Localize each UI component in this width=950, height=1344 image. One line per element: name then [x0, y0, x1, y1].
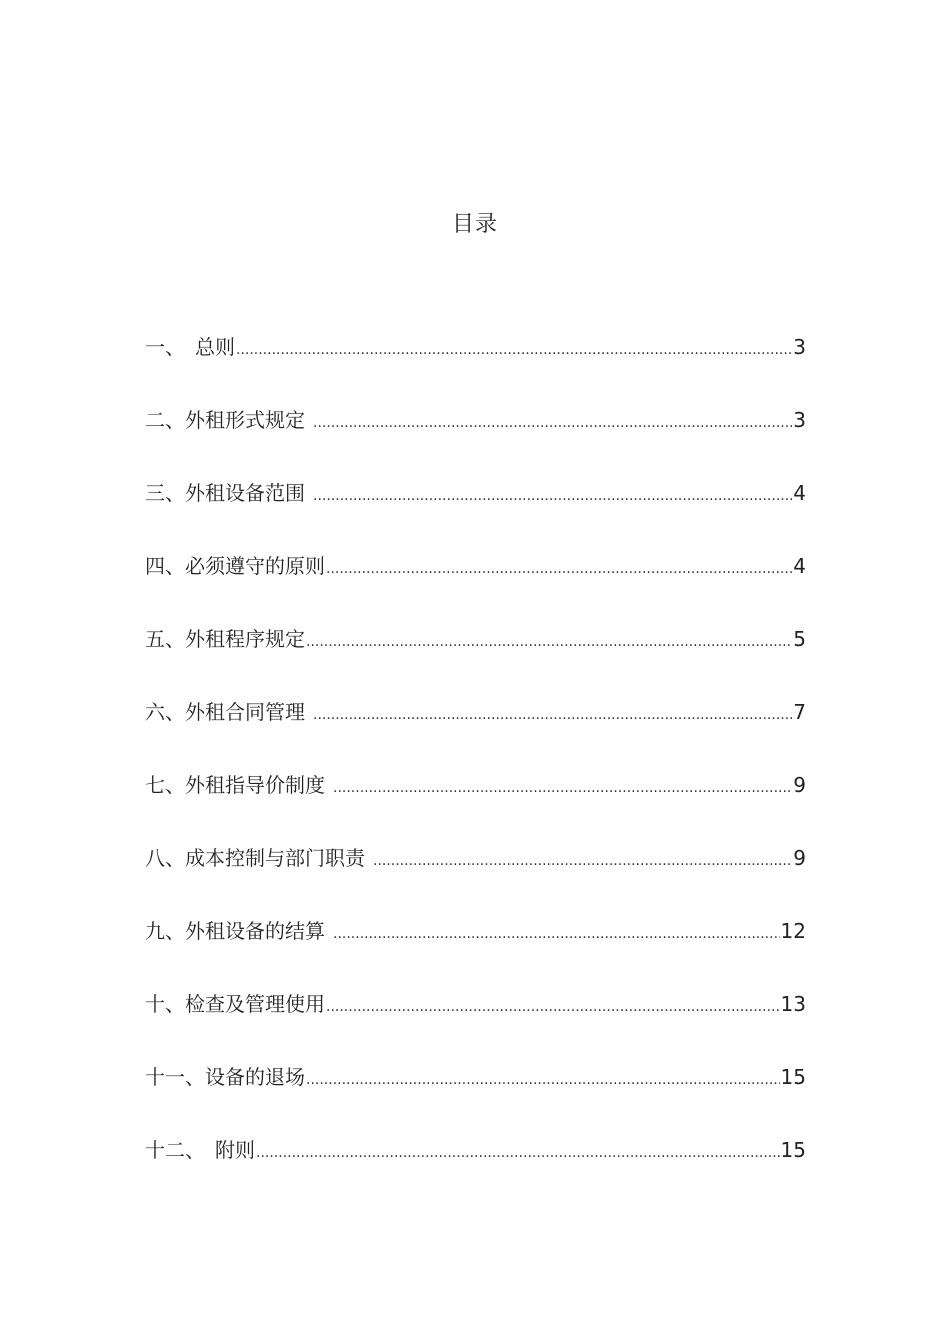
toc-entry-title: 外租程序规定: [185, 627, 305, 651]
toc-entry-number: 八、: [145, 846, 185, 870]
toc-entry-number: 六、: [145, 700, 185, 724]
toc-entry[interactable]: [145, 402, 806, 475]
toc-entry[interactable]: [145, 621, 806, 694]
toc-leader-dots: [236, 332, 792, 368]
toc-entry-page: 12: [780, 919, 806, 943]
toc-leader-dots: [333, 770, 792, 806]
toc-entry-title: 必须遵守的原则: [185, 554, 325, 578]
toc-leader-dots: [306, 1062, 780, 1098]
toc-entry-title: 外租形式规定: [185, 408, 305, 432]
toc-entry-page: 5: [793, 627, 806, 651]
toc-leader-dots: [326, 551, 792, 587]
toc-entry-title: 外租设备的结算: [185, 919, 325, 943]
toc-entry-number: 五、: [145, 627, 185, 651]
toc-entry-title: 外租设备范围: [185, 481, 305, 505]
toc-entry-page: 9: [793, 846, 806, 870]
toc-entry-number: 十二、: [145, 1138, 205, 1162]
toc-entry-page: 15: [780, 1138, 806, 1162]
toc-leader-dots: [313, 478, 792, 514]
toc-entry-number: 十、: [145, 992, 185, 1016]
toc-entry-page: 3: [793, 335, 806, 359]
toc-entry[interactable]: [145, 1132, 806, 1205]
toc-entry-page: 13: [780, 992, 806, 1016]
toc-entry-page: 4: [793, 554, 806, 578]
toc-entry[interactable]: [145, 986, 806, 1059]
toc-entry[interactable]: [145, 548, 806, 621]
toc-entry-page: 3: [793, 408, 806, 432]
toc-leader-dots: [333, 916, 780, 952]
toc-entry-title: 附则: [215, 1138, 255, 1162]
toc-entry-title: 外租指导价制度: [185, 773, 325, 797]
toc-entry-page: 15: [780, 1065, 806, 1089]
toc-entry-title: 检查及管理使用: [185, 992, 325, 1016]
toc-entry[interactable]: [145, 767, 806, 840]
toc-entry-page: 7: [793, 700, 806, 724]
toc-entry[interactable]: [145, 1059, 806, 1132]
toc-entry-number: 二、: [145, 408, 185, 432]
toc-entry-number: 一、: [145, 335, 185, 359]
toc-entry-page: 4: [793, 481, 806, 505]
table-of-contents: [145, 329, 806, 1205]
toc-leader-dots: [373, 843, 792, 879]
toc-entry-page: 9: [793, 773, 806, 797]
toc-leader-dots: [313, 405, 792, 441]
toc-entry[interactable]: [145, 913, 806, 986]
toc-leader-dots: [313, 697, 792, 733]
toc-entry[interactable]: [145, 475, 806, 548]
toc-entry-title: 总则: [195, 335, 235, 359]
toc-entry-number: 三、: [145, 481, 185, 505]
toc-entry-number: 九、: [145, 919, 185, 943]
toc-title: 目录: [451, 212, 498, 237]
toc-entry[interactable]: [145, 840, 806, 913]
toc-entry-title: 外租合同管理: [185, 700, 305, 724]
toc-entry-number: 四、: [145, 554, 185, 578]
toc-entry-number: 十一、: [145, 1065, 205, 1089]
toc-leader-dots: [326, 989, 780, 1025]
toc-entry-title: 成本控制与部门职责: [185, 846, 365, 870]
toc-leader-dots: [306, 624, 792, 660]
toc-entry-title: 设备的退场: [205, 1065, 305, 1089]
toc-entry[interactable]: [145, 329, 806, 402]
toc-entry-number: 七、: [145, 773, 185, 797]
toc-leader-dots: [256, 1135, 780, 1171]
toc-entry[interactable]: [145, 694, 806, 767]
